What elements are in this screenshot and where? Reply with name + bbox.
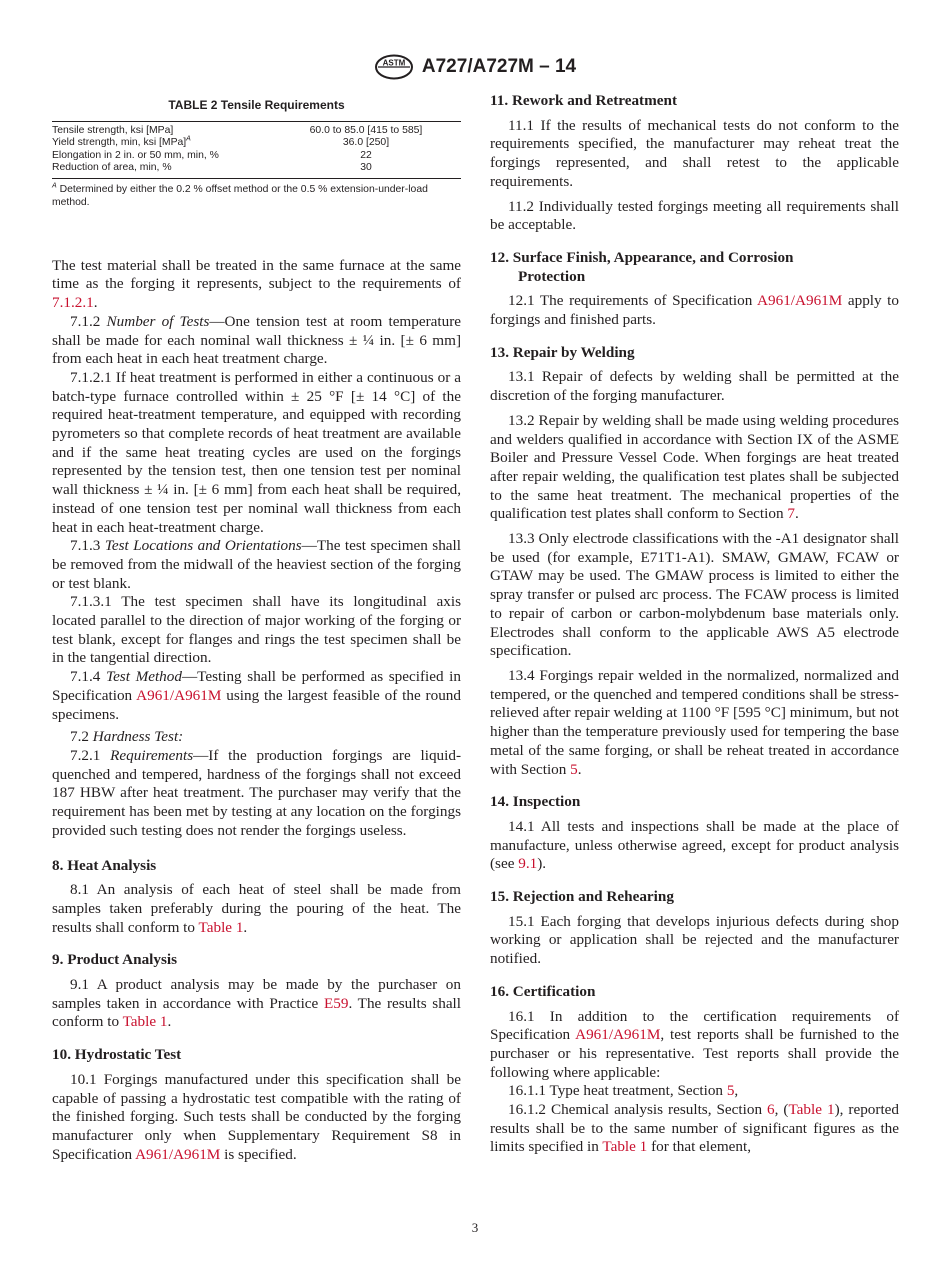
document-designation: A727/A727M – 14 — [421, 56, 577, 77]
section-16 — [490, 983, 899, 1157]
row-label: Yield strength, min, ksi [MPa]$^A$ — [52, 135, 191, 149]
section-heading: 15. Rejection and Rehearing — [490, 888, 674, 906]
paragraph: 7.1.2 Number of Tests—One tension test at room temperature shall be made for each nominal wall thickness ± ¼ in. [± 6 mm] from each heat in each heat treatment charge. — [52, 312, 461, 368]
section-heading: 13. Repair by Welding — [490, 343, 635, 361]
spec-link[interactable]: A961/A961M — [575, 1026, 661, 1044]
page-number: 3 — [471, 1220, 479, 1235]
section-link[interactable]: 5 — [726, 1082, 735, 1100]
right-column — [490, 92, 899, 1171]
spec-link[interactable]: A961/A961M — [757, 292, 843, 310]
row-label: Elongation in 2 in. or 50 mm, min, % — [52, 149, 219, 161]
paragraph: 7.2.1 Requirements—If the production forgings are liquid-quenched and tempered, hardness of the forgings shall not exceed 187 HBW after heat treatment. The purchaser may verify that the requirement has been met by testing at any location on the forgings provided such testing does not render the forgings useless. — [52, 746, 462, 839]
spec-link[interactable]: A961/A961M — [136, 686, 222, 704]
section-13 — [490, 344, 899, 779]
paragraph: 13.4 Forgings repair welded in the normalized, normalized and tempered, or the quenched and tempered conditions shall be stress-relieved after repair welding at 1100 °F [595 °C] minimum, but not higher than the temperature previously used for tempering the base metal of the same forging, or shall be reheat treated in accordance with Section 5. — [490, 666, 899, 778]
section-link[interactable]: 7 — [787, 505, 795, 523]
row-value: 60.0 to 85.0 [415 to 585] — [271, 121, 461, 137]
paragraph: 8.1 An analysis of each heat of steel shall be made from samples taken preferably during the pouring of the heat. The results shall conform to Table 1. — [52, 881, 461, 936]
table-row — [52, 150, 461, 163]
row-value: 22 — [360, 149, 372, 161]
paragraph: 15.1 Each forging that develops injurious defects during shop working or application shall be rejected and the manufacturer notified. — [490, 912, 899, 968]
section-link[interactable]: 9.1 — [518, 855, 538, 873]
section-heading: 12. Surface Finish, Appearance, and Corrosion Protection — [490, 248, 794, 285]
section-15 — [490, 888, 899, 969]
page-header — [0, 54, 950, 84]
section-heading: 10. Hydrostatic Test — [52, 1046, 182, 1064]
section-9 — [52, 951, 461, 1032]
row-value: 36.0 [250] — [342, 137, 390, 149]
section-link[interactable]: 7.1.2.1 — [52, 294, 94, 312]
section-heading: 16. Certification — [490, 982, 596, 1000]
table-title: TABLE 2 Tensile Requirements — [168, 98, 345, 112]
tensile-requirements-table — [52, 121, 461, 179]
astm-logo-icon — [374, 54, 414, 80]
paragraph: 16.1.2 Chemical analysis results, Section 6, (Table 1), reported results shall be to the same number of significant figures as the limits specified in Table 1 for that element, — [490, 1101, 899, 1156]
section-11 — [490, 92, 899, 235]
paragraph: 9.1 A product analysis may be made by the purchaser on samples taken in accordance with Practice E59. The results shall conform to Table 1. — [52, 976, 461, 1031]
row-value: 30 — [271, 162, 461, 178]
table-row — [52, 137, 461, 150]
section-12 — [490, 249, 899, 330]
paragraph: 13.3 Only electrode classifications with the -A1 designator shall be used (for example, E71T1-A1). SMAW, GMAW, FCAW or GTAW may be used. The GMAW process is limited to either the spray transfer or pulsed arc process. The FCAW process is limited to repair of carbon or carbon-molybdenum base materials only. Electrodes shall conform to the applicable AWS A5 electrode specification. — [490, 530, 899, 660]
paragraph: 11.2 Individually tested forgings meeting all requirements shall be acceptable. — [490, 197, 899, 234]
paragraph: 10.1 Forgings manufactured under this specification shall be capable of passing a hydrostatic test compatible with the rating of the finished forging. Such tests shall be conducted by the forging manufacturer only when Supplementary Requirement S8 in Specification A961/A961M is specified. — [52, 1070, 461, 1163]
left-column — [52, 92, 461, 1178]
section-14 — [490, 793, 899, 874]
row-label: Reduction of area, min, % — [52, 162, 271, 178]
spec-link[interactable]: A961/A961M — [135, 1145, 221, 1163]
paragraph: 7.1.4 Test Method—Testing shall be performed as specified in Specification A961/A961M using the largest feasible of the round specimens. — [52, 668, 461, 723]
section-10 — [52, 1046, 461, 1164]
table-link[interactable]: Table 1 — [602, 1138, 648, 1156]
table-link[interactable]: Table 1 — [198, 918, 244, 936]
table-footnote: $^A$ Determined by either the 0.2 % offset method or the 0.5 % extension-under-load method. — [52, 182, 428, 208]
section-8 — [52, 857, 461, 938]
paragraph: 13.1 Repair of defects by welding shall be permitted at the discretion of the forging manufacturer. — [490, 368, 899, 405]
paragraph: 16.1 In addition to the certification requirements of Specification A961/A961M, test reports shall be furnished to the purchaser or his representative. Test reports shall provide the following where applicable: — [490, 1007, 899, 1081]
table-link[interactable]: Table 1 — [788, 1101, 835, 1119]
paragraph: 7.1.3 Test Locations and Orientations—The test specimen shall be removed from the midwall of the heaviest section of the forging or test blank. — [52, 537, 461, 592]
section-link[interactable]: 5 — [570, 760, 578, 778]
svg-text:ASTM: ASTM — [382, 58, 406, 68]
paragraph: 14.1 All tests and inspections shall be made at the place of manufacture, unless otherwise agreed, except for product analysis (see 9.1). — [490, 817, 899, 873]
paragraph: 7.2 Hardness Test: — [70, 728, 184, 746]
paragraph: The test material shall be treated in the same furnace at the same time as the forging it represents, subject to the requirements of 7.1.2.1. — [52, 256, 461, 312]
section-heading: 9. Product Analysis — [52, 951, 178, 969]
paragraph: 12.1 The requirements of Specification A961/A961M apply to forgings and finished parts. — [490, 292, 899, 329]
paragraph: 13.2 Repair by welding shall be made using welding procedures and welders qualified in accordance with Section IX of the ASME Boiler and Pressure Vessel Code. When forgings are heat treated after repair welding, the qualification test plates shall be subjected to the same heat treatment. The mechanical properties of the qualification test plates shall conform to Section 7. — [490, 411, 899, 523]
paragraph: 7.1.2.1 If heat treatment is performed in either a continuous or a batch-type furnace controlled within ± 25 °F [± 14 °C] of the required heat-treatment temperature, and equipped with recording pyrometers so that complete records of heat treatment are available and if the same heat treating cycles are used on the forgings represented by the tension test, then one tension test per nominal wall thickness ± ¼ in. [± 6 mm] from each heat shall be required, instead of one tension test per nominal wall thickness from each heat in each heat-treatment charge. — [52, 368, 461, 536]
section-link[interactable]: 6 — [767, 1101, 775, 1119]
row-label: Tensile strength, ksi [MPa] — [52, 121, 271, 137]
practice-link[interactable]: E59 — [323, 994, 349, 1012]
table-row — [52, 121, 461, 137]
paragraph: 7.1.3.1 The test specimen shall have its longitudinal axis located parallel to the direction of major working of the forging or test blank, except for flanges and rings the test specimen shall be in the tangential direction. — [52, 593, 461, 667]
section-heading: 14. Inspection — [490, 793, 581, 811]
table-row — [52, 162, 461, 178]
paragraph: 11.1 If the results of mechanical tests do not conform to the requirements specified, the manufacturer may reheat treat the forgings represented, and shall retest to the applicable requirements. — [490, 116, 899, 190]
table-2 — [52, 96, 461, 209]
section-heading: 8. Heat Analysis — [52, 856, 157, 874]
table-link[interactable]: Table 1 — [122, 1013, 168, 1031]
section-heading: 11. Rework and Retreatment — [490, 92, 678, 109]
paragraph: 16.1.1 Type heat treatment, Section 5, — [508, 1082, 739, 1100]
